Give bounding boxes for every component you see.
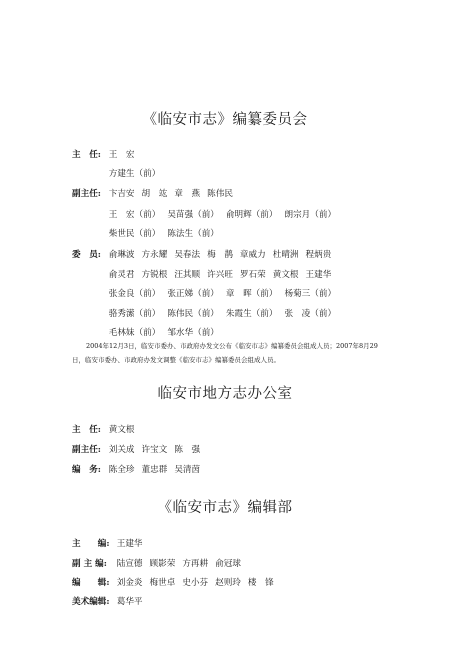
row-names [117,539,150,549]
person-name: 罗石荣 [239,270,266,280]
person-name: 吴苗强（前） [167,210,219,220]
person-name: 刘关成 [108,445,135,455]
person-name: 葛华平 [116,597,143,607]
person-name: 赵则玲 [215,578,241,588]
person-name: 骆秀潆（前） [108,309,161,319]
person-name: 朗宗月（前） [284,210,337,220]
person-name: 杜晴洲 [272,250,299,260]
committee-row-vice-former-1 [72,208,343,220]
committee-row-members-1 [72,248,338,260]
person-name: 吴春法 [174,250,201,260]
person-name: 方锐根 [141,270,168,280]
committee-row-members-2 [72,268,338,280]
section-title-editorial: 《临安市志》编辑部 [157,500,293,516]
person-name: 王建华 [116,539,143,549]
row-names [109,189,240,199]
person-name: 杨菊三（前） [284,289,337,299]
person-name: 俞明辉（前） [225,210,278,220]
person-name: 梅 鹊 [207,250,233,260]
person-name: 胡 竑 [141,189,168,199]
row-label: 副 主 编: [72,559,107,569]
person-name: 张 凌（前） [284,309,337,319]
row-names [109,465,207,475]
person-name: 梅世卓 [149,578,176,588]
person-name: 张正娣（前） [167,289,219,299]
committee-row-vice-former-2 [72,227,226,239]
row-names [109,229,226,239]
row-label: 主 任: [72,425,101,435]
person-name: 方再耕 [182,559,209,569]
row-names [109,210,343,220]
person-name: 方永耀 [141,250,168,260]
person-name: 毛林妹（前） [108,328,161,338]
person-name: 俞灵君 [108,270,135,280]
person-name: 张金良（前） [108,289,161,299]
row-label: 副主任: [72,189,101,199]
row-label: 美术编辑: [72,597,110,607]
person-name: 黄文根 [108,425,135,435]
person-name: 俞琳波 [108,250,135,260]
person-name: 汪其顺 [174,270,201,280]
person-name: 俞冠球 [215,559,241,569]
person-name: 方建生（前） [108,169,161,179]
office-row-affairs [72,463,207,475]
committee-row-director [72,148,142,160]
committee-row-members-5 [72,326,226,338]
row-label: 委 员: [72,250,101,260]
person-name: 史小芬 [182,578,209,588]
person-name: 朱霞生（前） [225,309,278,319]
row-label: 副主任: [72,445,101,455]
person-name: 楼 锋 [247,578,274,588]
committee-row-members-3 [72,287,343,299]
person-name: 许兴旺 [207,270,233,280]
row-names [109,270,339,280]
row-label: 主 任: [72,150,101,160]
person-name: 陈全珍 [108,465,135,475]
person-name: 刘金炎 [116,578,143,588]
row-names [109,169,168,179]
editorial-row-art-editor [72,595,150,607]
person-name: 陈 强 [174,445,201,455]
row-names [109,425,142,435]
person-name: 陈伟民 [207,189,233,199]
office-row-director [72,423,142,435]
person-name: 王 宏 [108,150,135,160]
row-names [109,150,142,160]
person-name: 吴清茵 [174,465,201,475]
person-name: 陈法生（前） [167,229,219,239]
person-name: 黄文根 [272,270,299,280]
person-name: 章 晖（前） [225,289,278,299]
committee-row-director-former [72,167,167,179]
committee-row-members-4 [72,307,343,319]
person-name: 卞吉安 [108,189,135,199]
editorial-row-deputy [72,557,248,569]
person-name: 章威力 [239,250,266,260]
row-label: 编 务: [72,465,101,475]
person-name: 顾影荣 [149,559,176,569]
person-name: 柴世民（前） [108,229,161,239]
committee-row-vice-director [72,187,240,199]
person-name: 章 燕 [174,189,201,199]
row-names [109,328,226,338]
person-name: 王建华 [305,270,332,280]
row-names [117,578,281,588]
person-name: 陈伟民（前） [167,309,219,319]
office-row-vice-director [72,443,207,455]
person-name: 邹水华（前） [167,328,219,338]
row-names [117,559,248,569]
section-title-committee: 《临安市志》编纂委员会 [142,112,308,128]
editorial-row-editors [72,576,281,588]
person-name: 陆宣德 [116,559,143,569]
section-title-office: 临安市地方志办公室 [157,386,293,402]
person-name: 许宝文 [141,445,168,455]
row-names [109,445,207,455]
person-name: 董忠群 [141,465,168,475]
row-names [109,289,343,299]
row-names [109,309,343,319]
row-label: 主 编: [72,539,110,549]
row-label: 编 辑: [72,578,110,588]
editorial-row-chief [72,537,150,549]
committee-note: 2004年12月3日，临安市委办、市政府办发文公布《临安市志》编纂委员会组成人员；2007年8月29日，临安市委办、市政府办发文调整《临安市志》编纂委员会组成人员。 [72,342,378,364]
row-names [109,250,339,260]
person-name: 王 宏（前） [108,210,161,220]
person-name: 程炳贵 [305,250,332,260]
row-names [117,597,150,607]
